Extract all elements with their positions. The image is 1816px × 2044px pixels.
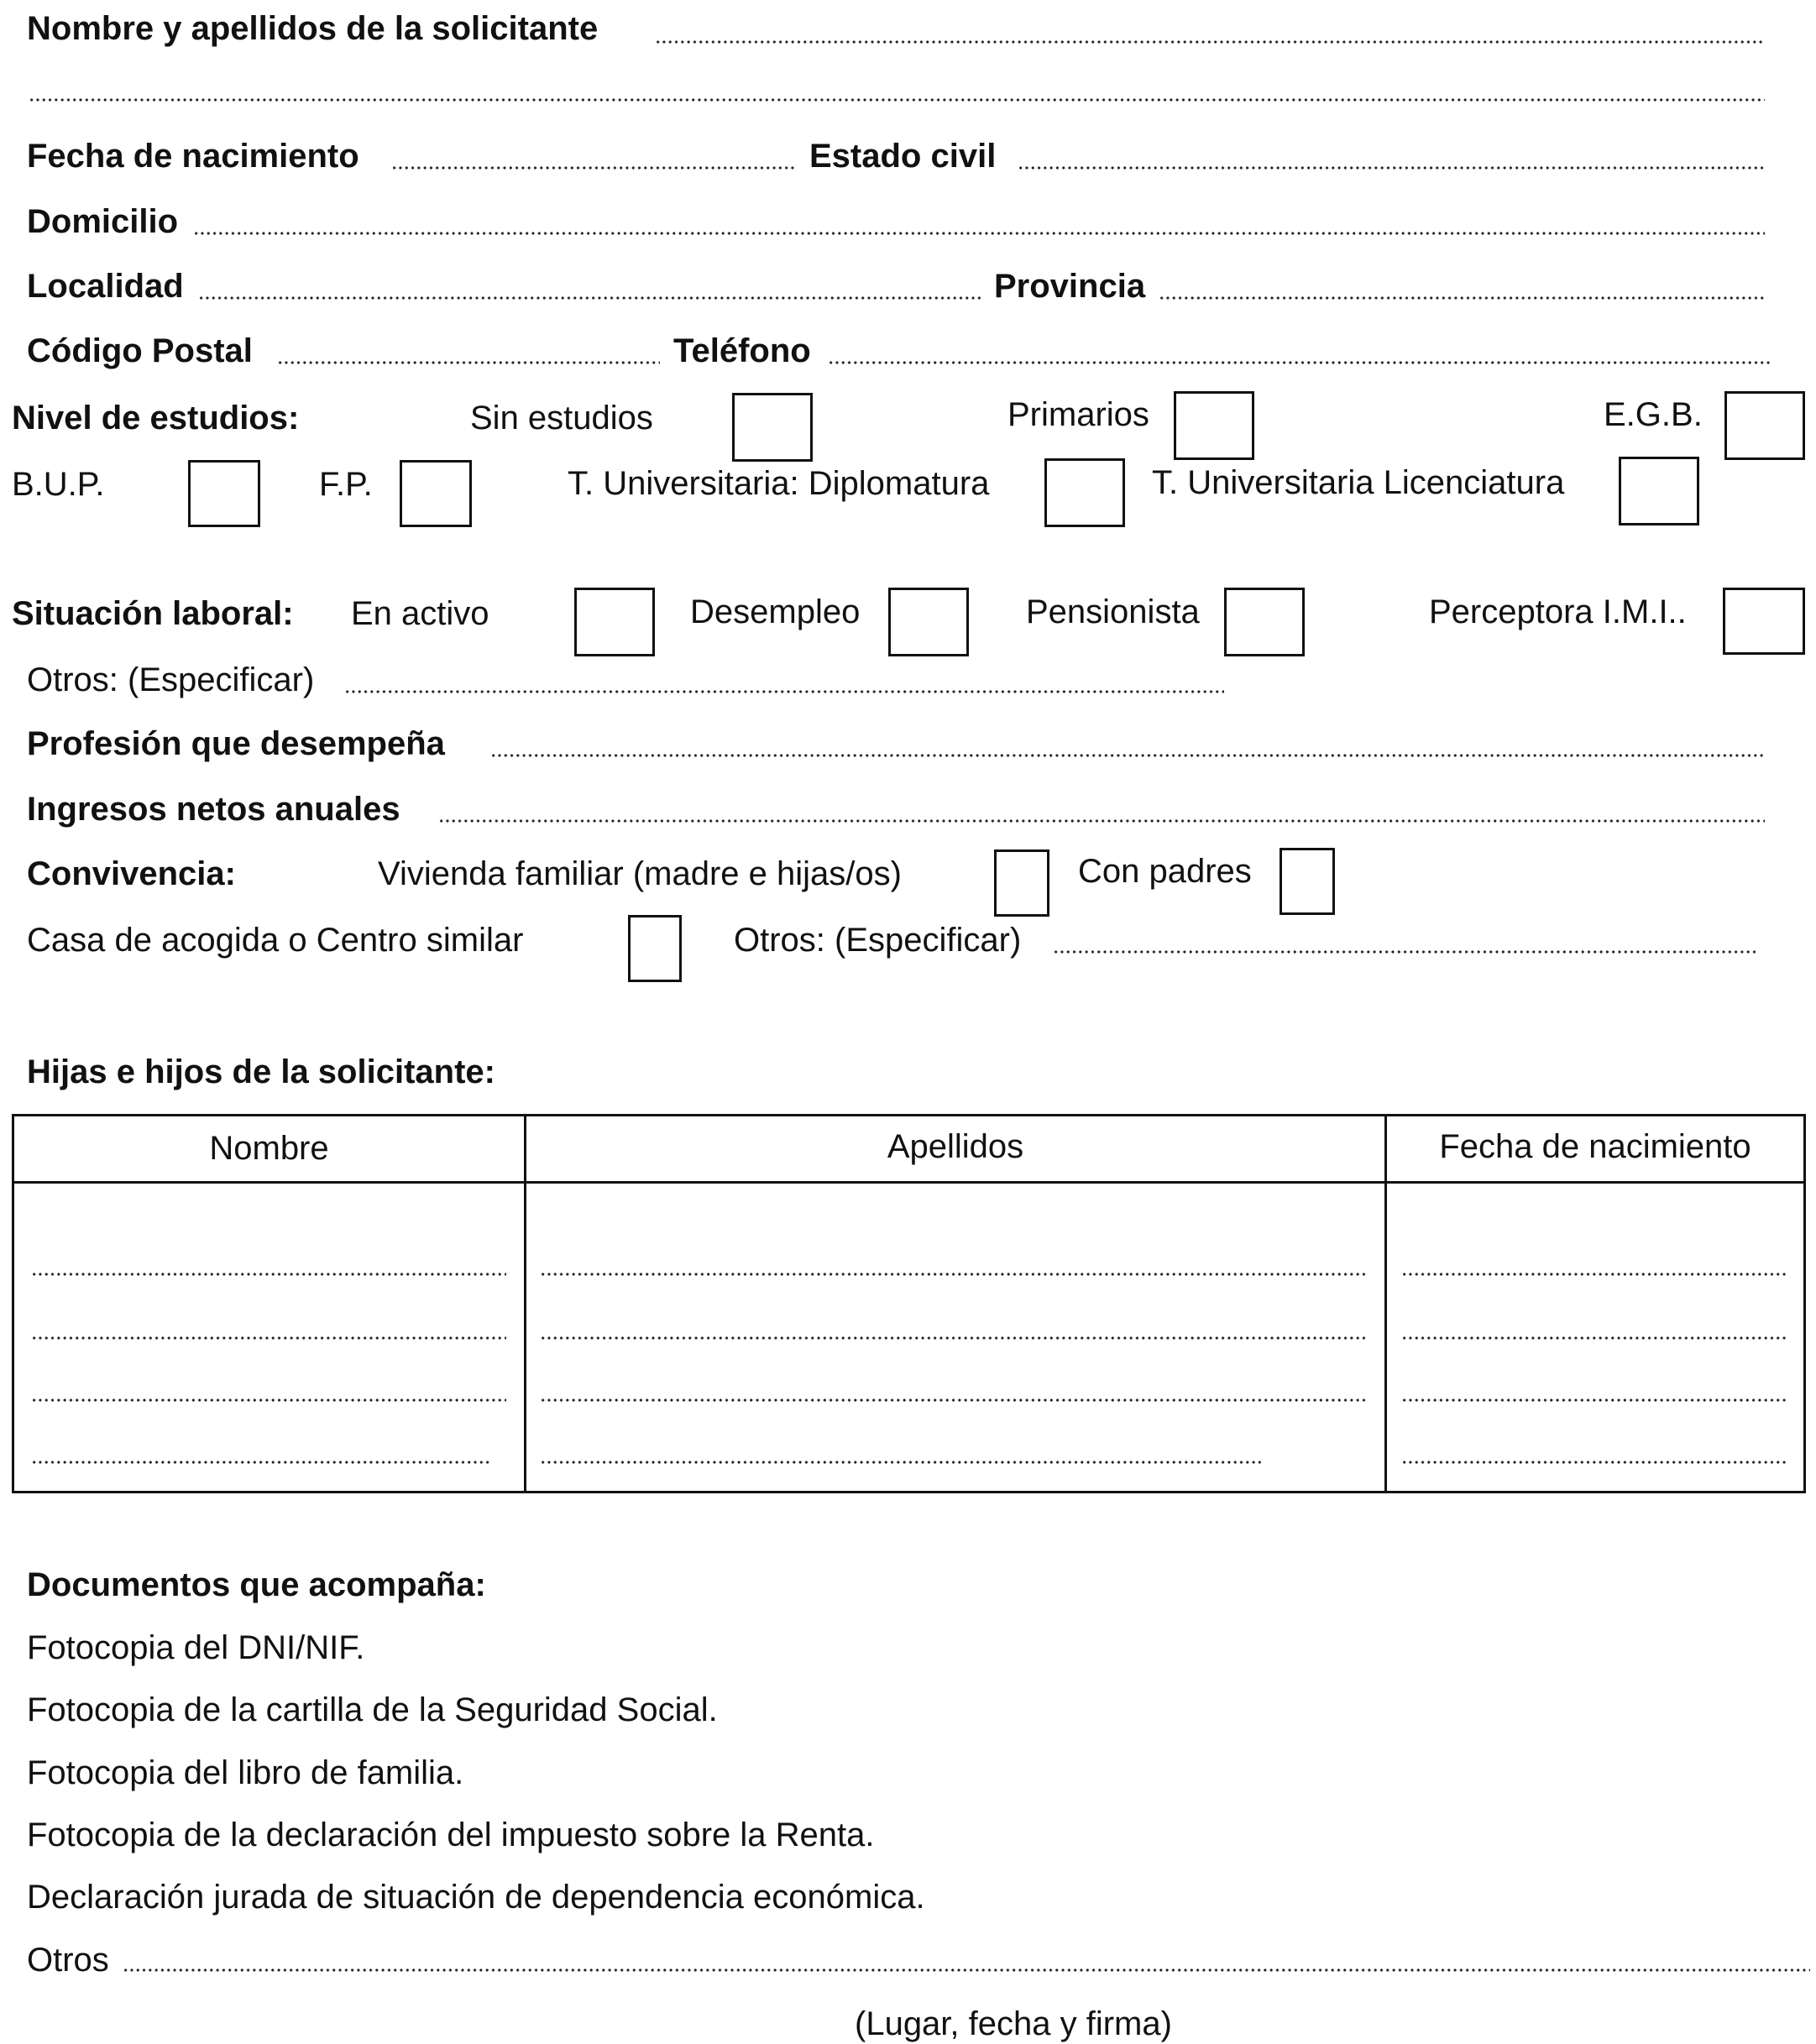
child-name-field[interactable]: [31, 1398, 506, 1402]
education-option-label: E.G.B.: [1604, 396, 1703, 433]
table-column-divider: [1384, 1116, 1387, 1491]
document-item: Declaración jurada de situación de dependencia económica.: [27, 1879, 925, 1916]
children-table: [12, 1114, 1806, 1493]
education-bup-checkbox[interactable]: [188, 460, 260, 527]
education-option-label: B.U.P.: [12, 466, 105, 503]
applicant-name-label: Nombre y apellidos de la solicitante: [27, 10, 599, 47]
education-option-label: T. Universitaria: Diplomatura: [568, 465, 990, 502]
cohabitation-shelter-checkbox[interactable]: [628, 915, 682, 982]
document-item: Fotocopia del DNI/NIF.: [27, 1629, 365, 1666]
income-label: Ingresos netos anuales: [27, 791, 400, 828]
civil-status-field[interactable]: [1018, 166, 1765, 170]
profession-field[interactable]: [490, 754, 1765, 757]
children-title: Hijas e hijos de la solicitante:: [27, 1053, 495, 1090]
town-field[interactable]: [198, 296, 982, 300]
education-option-label: Primarios: [1007, 396, 1149, 433]
child-surname-field[interactable]: [540, 1273, 1368, 1276]
employment-other-label: Otros: (Especificar): [27, 661, 315, 698]
education-option-label: Sin estudios: [470, 400, 653, 437]
cohabitation-option-label: Casa de acogida o Centro similar: [27, 922, 524, 959]
column-header-fecha-nacimiento: Fecha de nacimiento: [1439, 1128, 1751, 1165]
cohabitation-label: Convivencia:: [27, 855, 236, 892]
education-diplomatura-checkbox[interactable]: [1044, 458, 1125, 527]
child-birthdate-field[interactable]: [1401, 1398, 1786, 1402]
province-label: Provincia: [994, 268, 1146, 305]
document-item: Fotocopia de la declaración del impuesto sobre la Renta.: [27, 1817, 875, 1853]
child-surname-field[interactable]: [540, 1398, 1368, 1402]
document-item: Fotocopia del libro de familia.: [27, 1754, 464, 1791]
child-name-field[interactable]: [31, 1273, 506, 1276]
postal-code-field[interactable]: [277, 361, 660, 364]
child-birthdate-field[interactable]: [1401, 1273, 1786, 1276]
postal-code-label: Código Postal: [27, 332, 253, 369]
birth-date-field[interactable]: [391, 166, 794, 170]
education-label: Nivel de estudios:: [12, 400, 300, 437]
address-label: Domicilio: [27, 203, 179, 240]
cohabitation-other-label: Otros: (Especificar): [734, 922, 1022, 959]
signature-caption: (Lugar, fecha y firma): [855, 2005, 1172, 2042]
profession-label: Profesión que desempeña: [27, 725, 445, 762]
employment-option-label: En activo: [351, 595, 489, 632]
phone-label: Teléfono: [673, 332, 811, 369]
column-header-nombre: Nombre: [209, 1130, 329, 1167]
employment-label: Situación laboral:: [12, 595, 294, 632]
documents-other-label: Otros: [27, 1942, 109, 1979]
education-option-label: F.P.: [319, 466, 373, 503]
cohabitation-other-field[interactable]: [1053, 950, 1758, 954]
education-sin-estudios-checkbox[interactable]: [732, 393, 813, 462]
child-birthdate-field[interactable]: [1401, 1461, 1786, 1464]
employment-en-activo-checkbox[interactable]: [574, 588, 655, 656]
education-option-label: T. Universitaria Licenciatura: [1152, 464, 1565, 501]
birth-date-label: Fecha de nacimiento: [27, 138, 359, 175]
child-birthdate-field[interactable]: [1401, 1336, 1786, 1340]
civil-status-label: Estado civil: [809, 138, 997, 175]
table-header-divider: [14, 1181, 1803, 1184]
table-column-divider: [524, 1116, 526, 1491]
province-field[interactable]: [1159, 296, 1765, 300]
town-label: Localidad: [27, 268, 184, 305]
education-primarios-checkbox[interactable]: [1174, 391, 1254, 460]
employment-option-label: Pensionista: [1026, 593, 1200, 630]
child-surname-field[interactable]: [540, 1461, 1262, 1464]
document-item: Fotocopia de la cartilla de la Seguridad Social.: [27, 1691, 718, 1728]
child-name-field[interactable]: [31, 1461, 489, 1464]
documents-title: Documentos que acompaña:: [27, 1566, 486, 1603]
applicant-name-field-line2[interactable]: [29, 98, 1765, 102]
phone-field[interactable]: [828, 361, 1772, 364]
employment-option-label: Perceptora I.M.I..: [1429, 593, 1687, 630]
applicant-name-field[interactable]: [655, 40, 1765, 44]
employment-imi-checkbox[interactable]: [1723, 588, 1805, 655]
employment-pensionista-checkbox[interactable]: [1224, 588, 1305, 656]
employment-option-label: Desempleo: [690, 593, 861, 630]
education-egb-checkbox[interactable]: [1724, 391, 1805, 460]
column-header-apellidos: Apellidos: [887, 1128, 1024, 1165]
address-field[interactable]: [193, 232, 1765, 235]
cohabitation-option-label: Con padres: [1078, 853, 1252, 890]
education-fp-checkbox[interactable]: [400, 460, 472, 527]
income-field[interactable]: [438, 819, 1765, 823]
cohabitation-parents-checkbox[interactable]: [1280, 848, 1335, 915]
child-name-field[interactable]: [31, 1336, 506, 1340]
cohabitation-family-home-checkbox[interactable]: [994, 849, 1049, 917]
education-licenciatura-checkbox[interactable]: [1619, 457, 1699, 525]
employment-other-field[interactable]: [344, 690, 1224, 693]
documents-other-field[interactable]: [123, 1968, 1810, 1972]
employment-desempleo-checkbox[interactable]: [888, 588, 969, 656]
cohabitation-option-label: Vivienda familiar (madre e hijas/os): [378, 855, 902, 892]
child-surname-field[interactable]: [540, 1336, 1368, 1340]
